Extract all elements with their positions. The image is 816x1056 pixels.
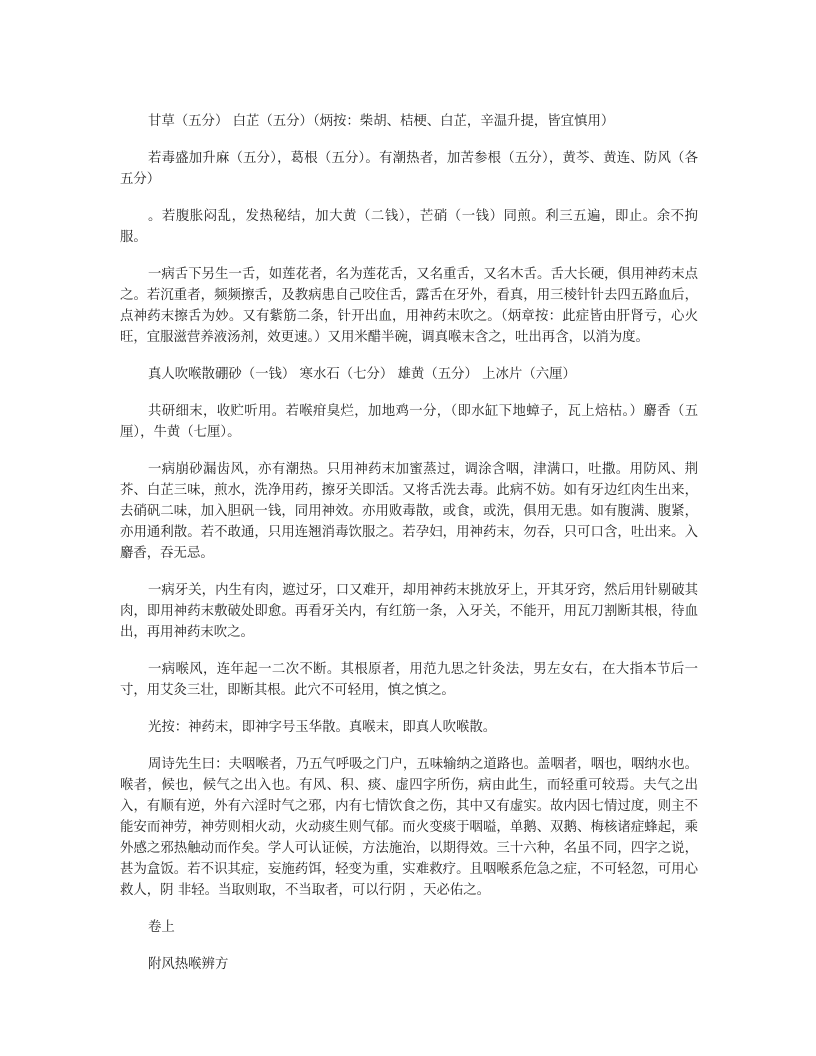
paragraph-11: 周诗先生曰：夫咽喉者，乃五气呼吸之门户，五味输纳之道路也。盖咽者，咽也，咽纳水也。喉者，候也，候气之出入也。有风、积、痰、虚四字所伤，病由此生，而轻重可较焉。夫气之出入，有顺有逆，外有六淫时气之邪，内有七情饮食之伤，其中又有虚实。故内因七情过度，则主不能安而神劳，神劳则相火动，火动痰生则气郁。而火变痰于咽嗌，单鹅、双鹅、梅核诸症蜂起，乘外感之邪热触动而作矣。学人可认证候，方法施治，以期得效。三十六种，名虽不同，四字之说，甚为盒饭。若不识其症，妄施药饵，轻变为重，实难救疗。且咽喉系危急之症，不可轻忽，可用心救人，阴 非轻。当取则取，不当取者，可以行阴 ，天必佑之。 (120, 757, 698, 898)
document-body (120, 111, 698, 991)
paragraph-6: 共研细末，收贮听用。若喉疳臭烂，加地鸡一分，（即水缸下地蟑子，瓦上焙枯。）麝香（五厘），牛黄（七厘）。 (120, 404, 698, 440)
paragraph-10: 光按：神药末，即神字号玉华散。真喉末，即真人吹喉散。 (148, 720, 497, 735)
paragraph-3: 。若腹胀闷乱，发热秘结，加大黄（二钱），芒硝（一钱）同煎。利三五遍，即止。余不拘服。 (120, 209, 698, 245)
paragraph-9: 一病喉风，连年起一二次不断。其根原者，用范九思之针灸法，男左女右，在大指本节后一寸，用艾灸三壮，即断其根。此穴不可轻用，慎之慎之。 (120, 662, 698, 698)
paragraph-5: 真人吹喉散硼砂（一钱） 寒水石（七分） 雄黄（五分） 上冰片（六厘） (148, 367, 576, 382)
volume-heading: 卷上 (148, 920, 175, 935)
paragraph-2: 若毒盛加升麻（五分），葛根（五分）。有潮热者，加苦参根（五分），黄芩、黄连、防风（各五分） (120, 151, 698, 187)
paragraph-4: 一病舌下另生一舌，如莲花者，名为莲花舌，又名重舌，又名木舌。舌大长硬，俱用神药末点之。若沉重者，频频擦舌，及教病患自己咬住舌，露舌在牙外，看真，用三棱针针去四五路血后，点神药末擦舌为妙。又有紫筋二条，针开出血，用神药末吹之。（炳章按：此症皆由肝肾亏，心火旺，宜服滋营养液汤剂，效更速。）又用米醋半碗，调真喉末含之，吐出再含，以消为度。 (120, 267, 698, 345)
paragraph-7: 一病崩砂漏齿风，亦有潮热。只用神药末加蜜蒸过，调涂含咽，津满口，吐撒。用防风、荆芥、白芷三味，煎水，洗净用药，擦牙关即活。又将舌洗去毒。此病不妨。如有牙边红肉生出来，去硝矾二味，加入胆矾一钱，同用神效。亦用败毒散，或食，或洗，俱用无患。如有腹满、腹紧，亦用通利散。若不敢通，只用连翘消毒饮服之。若孕妇，用神药末，勿吞，只可口含，吐出来。入麝香，吞无忌。 (120, 462, 698, 561)
section-heading: 附风热喉辨方 (148, 957, 229, 972)
paragraph-8: 一病牙关，内生有肉，遮过牙，口又难开，却用神药末挑放牙上，开其牙窍，然后用针剔破其肉，即用神药末敷破处即愈。再看牙关内，有红筋一条，入牙关，不能开，用瓦刀割断其根，待血出，再用神药末吹之。 (120, 583, 698, 640)
paragraph-1: 甘草（五分） 白芷（五分）（炳按：柴胡、桔梗、白芷，辛温升提，皆宜慎用） (148, 114, 615, 129)
